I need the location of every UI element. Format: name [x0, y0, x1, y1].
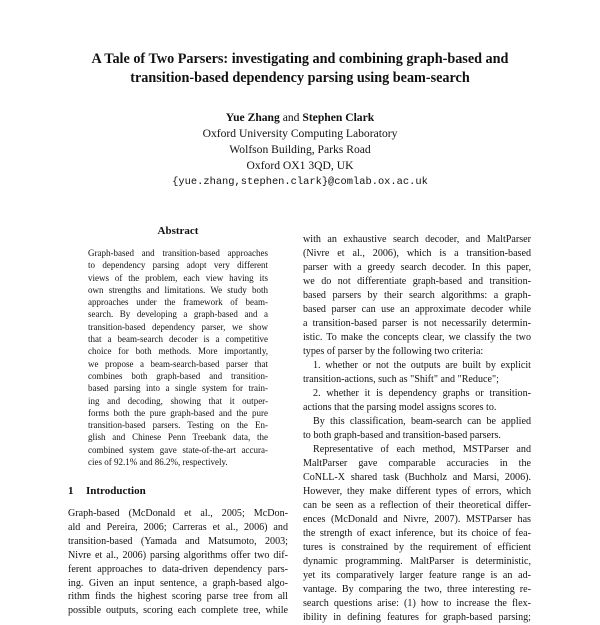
abstract-line: combines both graph-based and transition- — [88, 370, 268, 381]
body-line: ing. Given an input sentence, a graph-based algo- — [68, 577, 288, 589]
abstract-line: based parsing into a single system for train- — [88, 383, 268, 394]
body-line: transition-based (Yamada and Matsumoto, 2003; — [68, 536, 288, 548]
abstract-line: we propose a beam-search-based parser that — [88, 358, 268, 369]
abstract-line: views of the problem, each view having its — [88, 272, 268, 283]
body-line: vantage. By comparing the two, three interesting re- — [303, 584, 531, 595]
body-line: parser with a greedy search decoder. In this paper, — [303, 262, 531, 273]
abstract-line: search. By developing a graph-based and a — [88, 309, 268, 320]
body-line: can be seen as a reflection of their theoretical differ- — [303, 500, 531, 511]
abstract-line: approaches under the framework of beam- — [88, 297, 268, 308]
abstract-line: cies of 92.1% and 86.2%, respectively. — [88, 457, 228, 468]
body-line: By this classification, beam-search can be applied — [313, 416, 531, 427]
abstract-line: combined system gave state-of-the-art accura- — [88, 444, 268, 455]
paper-title — [60, 50, 540, 88]
list-item: 1. whether or not the outputs are built by explicit — [313, 360, 531, 371]
abstract-line: own strengths and limitations. We study both — [88, 284, 268, 295]
abstract-line: transition-based dependency parser, we show — [88, 321, 268, 332]
affiliation-line: Oxford OX1 3QD, UK — [246, 159, 354, 172]
body-line: types of parser by the following two criteria: — [303, 346, 484, 357]
list-item-continuation: actions that the parsing model assigns scores to. — [303, 402, 497, 413]
title-line: A Tale of Two Parsers: investigating and combining graph-based and — [91, 51, 509, 67]
affiliation-line: Oxford University Computing Laboratory — [202, 127, 398, 140]
body-line: dynamic programming. MaltParser is deterministic, — [303, 556, 531, 567]
body-line: (Nivre et al., 2006), which is a transition-based — [303, 248, 531, 259]
abstract-line: Graph-based and transition-based approaches — [88, 248, 268, 258]
body-line: ald and Pereira, 2006; Carreras et al., 2006) and — [68, 522, 288, 534]
author-name: Stephen Clark — [302, 111, 375, 124]
body-line: ences (McDonald and Nivre, 2007). MSTParser has — [303, 514, 531, 525]
body-line: a transition-based parser is not necessarily determin- — [303, 318, 531, 329]
section-title: Introduction — [86, 485, 146, 498]
author-name: Yue Zhang — [225, 111, 280, 124]
abstract-line: transition-based parsers. Testing on the En- — [88, 420, 268, 431]
left-column — [68, 225, 288, 618]
body-line: CoNLL-X shared task (Buchholz and Marsi, 2006). — [303, 472, 531, 483]
title-line: transition-based dependency parsing using beam-search — [130, 70, 470, 86]
affiliation-line: Wolfson Building, Parks Road — [229, 143, 371, 156]
body-line: possible outputs, scoring each complete tree, while — [68, 605, 288, 617]
body-line: the strength of exact inference, but its choice of fea- — [303, 528, 531, 539]
body-line: based parsers by their search algorithms: a graph- — [303, 290, 531, 301]
body-line: search questions arise: (1) how to increase the flex- — [303, 598, 531, 609]
abstract-line: choice for both methods. More importantly, — [88, 346, 268, 357]
author-conjunction: and — [282, 111, 300, 124]
abstract-line: glish and Chinese Penn Treebank data, the — [88, 432, 268, 443]
body-line: rithm finds the highest scoring parse tree from all — [68, 591, 288, 603]
abstract-line: forms both the pure graph-based and the pure — [88, 407, 268, 418]
abstract-body — [68, 247, 288, 468]
right-column — [303, 233, 531, 625]
body-line: with an exhaustive search decoder, and MaltParser — [303, 234, 531, 245]
body-line: Nivre et al., 2006) parsing algorithms offer two dif- — [68, 549, 288, 561]
abstract-line: that a beam-search decoder is a competitive — [88, 334, 268, 345]
body-line: MaltParser gave comparable accuracies in the — [303, 458, 531, 469]
author-block — [100, 110, 500, 190]
abstract-line: ing and decoding, showing that it outper- — [88, 395, 268, 406]
body-line: Representative of each method, MSTParser and — [313, 444, 531, 455]
body-line: However, they make different types of errors, which — [303, 486, 531, 497]
body-line: Graph-based (McDonald et al., 2005; McDon- — [68, 508, 288, 520]
body-line: istic. To make the concepts clear, we classify the two — [303, 332, 531, 343]
abstract-line: to dependency parsing adopt very different — [88, 260, 268, 271]
list-item-continuation: transition-actions, such as "Shift" and "Reduce"; — [303, 374, 499, 385]
body-line: ibility in defining features for graph-based parsing; — [303, 612, 531, 623]
list-item: 2. whether it is dependency graphs or transition- — [313, 388, 531, 399]
abstract-heading: Abstract — [157, 225, 199, 237]
body-line: to both graph-based and transition-based parsers. — [303, 430, 501, 441]
body-line: based parser can use an approximate decoder while — [303, 304, 531, 315]
body-line: tures is constrained by the requirement of efficient — [303, 542, 531, 553]
section-number: 1 — [68, 485, 74, 498]
body-line: yet its comparatively larger feature range is an ad- — [303, 570, 531, 581]
body-line: ferent approaches to data-driven dependency pars- — [68, 563, 288, 575]
body-line: we do not differentiate graph-based and transition- — [303, 276, 531, 287]
author-names — [100, 110, 500, 126]
introduction-body — [68, 507, 288, 618]
author-email: {yue.zhang,stephen.clark}@comlab.ox.ac.uk — [172, 176, 428, 188]
section-heading-introduction — [68, 485, 288, 497]
